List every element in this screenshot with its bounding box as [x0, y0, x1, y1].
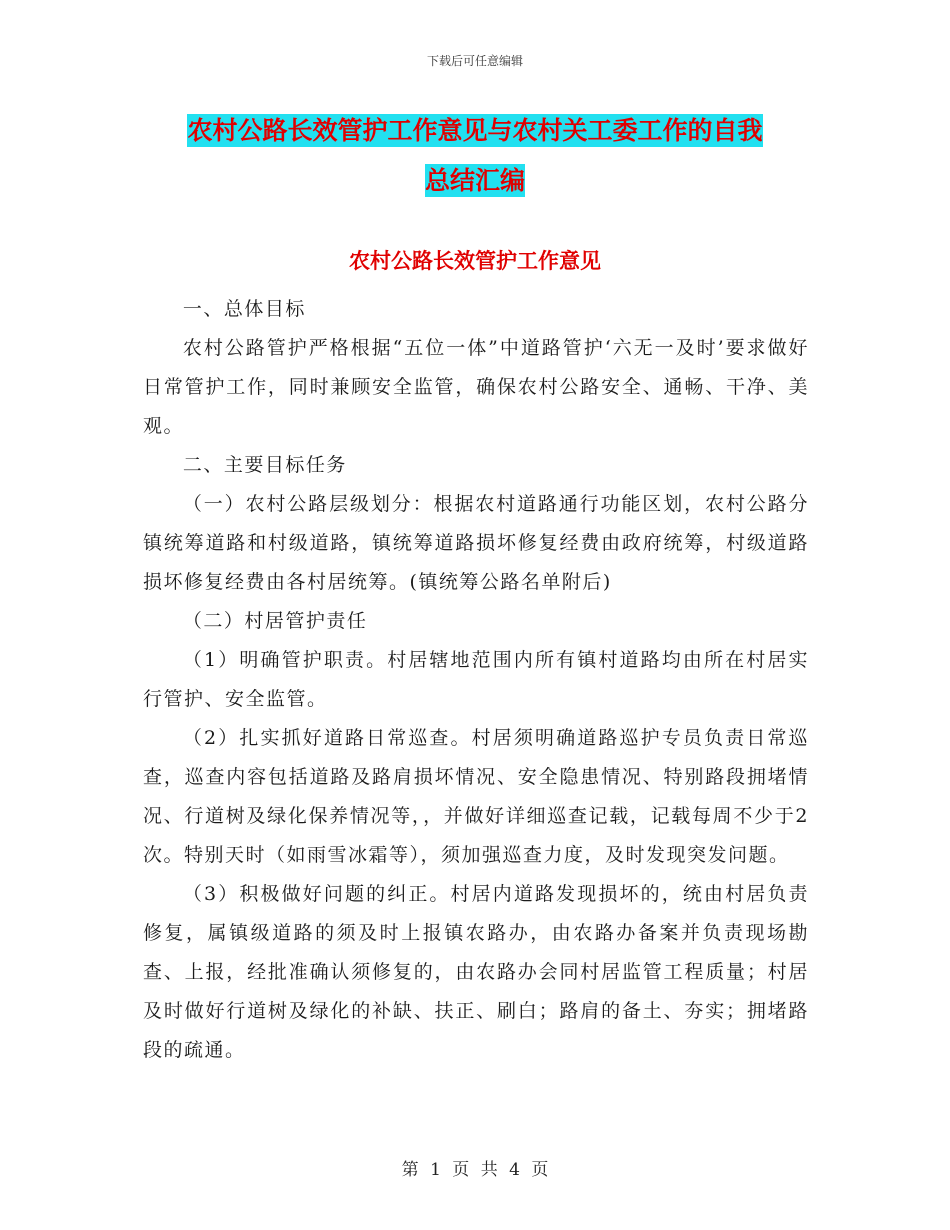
- page-footer: 第 1 页 共 4 页: [401, 1160, 549, 1180]
- heading-overall-goal: 一、总体目标: [182, 298, 306, 320]
- document-title-line-2: 总结汇编: [424, 166, 525, 195]
- paragraph-road-levels: （一）农村公路层级划分：根据农村道路通行功能区划，农村公路分镇统筹道路和村级道路，镇统筹道路损坏修复经费由政府统筹，村级道路损坏修复经费由各村居统筹。(镇统筹公路名单附后): [143, 493, 809, 593]
- paragraph-overall-goal: 农村公路管护严格根据“五位一体”中道路管护‘六无一及时’要求做好日常管护工作，同时兼顾安全监管，确保农村公路安全、通畅、干净、美观。: [143, 337, 809, 437]
- heading-village-responsibility: （二）村居管护责任: [182, 610, 368, 632]
- section-title: 农村公路长效管护工作意见: [349, 249, 601, 273]
- paragraph-correction: （3）积极做好问题的纠正。村居内道路发现损坏的，统由村居负责修复，属镇级道路的须及时上报镇农路办，由农路办备案并负责现场勘查、上报，经批准确认须修复的，由农路办会同村居监管工程质量；村居及时做好行道树及绿化的补缺、扶正、刷白；路肩的备土、夯实；拥堵路段的疏通。: [143, 883, 809, 1061]
- document-title: [140, 106, 810, 206]
- header-note: 下载后可任意编辑: [426, 54, 523, 68]
- paragraph-duty: （1）明确管护职责。村居辖地范围内所有镇村道路均由所在村居实行管护、安全监管。: [143, 649, 809, 710]
- document-title-line-1: 农村公路长效管护工作意见与农村关工委工作的自我: [187, 116, 763, 145]
- document-body: [143, 290, 809, 1070]
- heading-main-tasks: 二、主要目标任务: [182, 454, 347, 476]
- paragraph-inspection: （2）扎实抓好道路日常巡查。村居须明确道路巡护专员负责日常巡查，巡查内容包括道路及路肩损坏情况、安全隐患情况、特别路段拥堵情况、行道树及绿化保养情况等，，并做好详细巡查记载，记载每周不少于2次。特别天时（如雨雪冰霜等），须加强巡查力度，及时发现突发问题。: [143, 727, 809, 866]
